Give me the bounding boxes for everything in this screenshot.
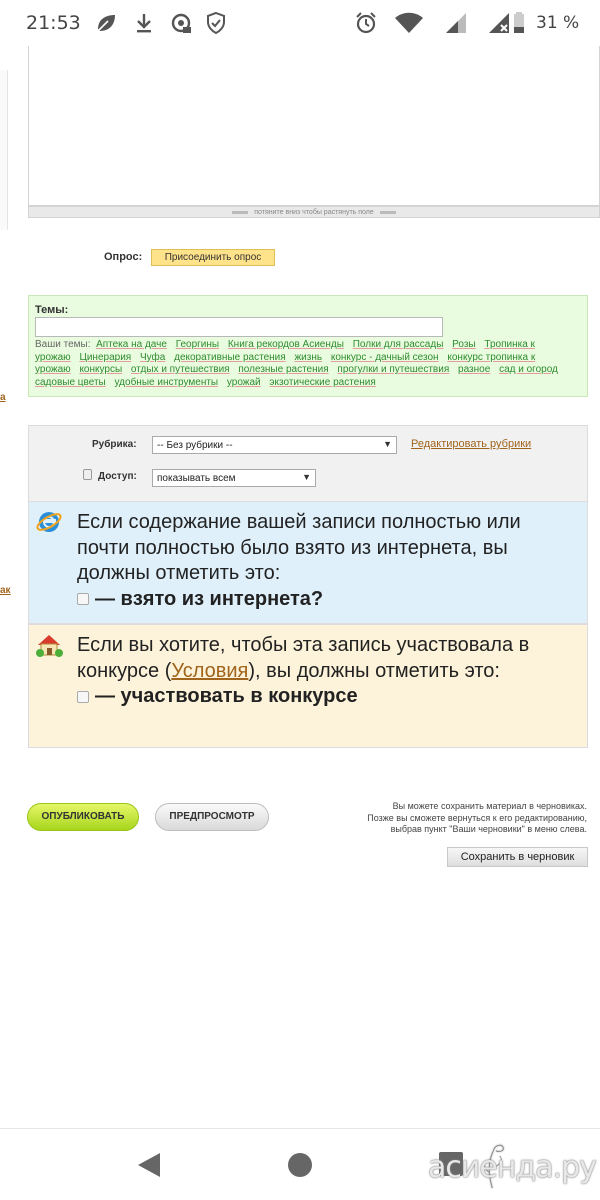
left-sidebar-edge: [0, 70, 8, 230]
signal-icon: [444, 11, 468, 35]
topic-tag[interactable]: конкурс тропинка к урожаю: [35, 351, 536, 376]
contest-checkbox[interactable]: [77, 691, 89, 703]
sync-icon: [169, 11, 193, 35]
house-icon: [35, 631, 63, 659]
resize-hint: потяните вниз чтобы растянуть поле: [254, 209, 374, 216]
battery-icon: [512, 11, 526, 35]
post-text-editor[interactable]: [28, 46, 600, 206]
draft-note-line: Позже вы сможете вернуться к его редактированию,: [367, 812, 587, 823]
contest-conditions-link[interactable]: Условия: [171, 659, 249, 682]
watermark-text: асиенда.ру: [428, 1150, 596, 1185]
topic-tag[interactable]: удобные инструменты: [114, 376, 219, 388]
left-sidebar-link[interactable]: ак: [0, 585, 11, 596]
contest-option: [77, 684, 577, 710]
topics-panel: [28, 295, 588, 397]
your-topics-label: Ваши темы:: [35, 339, 91, 350]
topic-tag[interactable]: разное: [458, 364, 491, 376]
attach-poll-button[interactable]: Присоединить опрос: [151, 249, 275, 266]
poll-label: Опрос:: [104, 251, 143, 263]
access-selected-value: показывать всем: [157, 473, 236, 484]
topic-tag[interactable]: Розы: [452, 339, 476, 350]
topics-title: Темы:: [35, 304, 69, 316]
leaf-icon: [94, 11, 118, 35]
topic-tag[interactable]: полезные растения: [238, 364, 329, 376]
topic-tag[interactable]: отдых и путешествия: [130, 364, 230, 376]
topic-tag[interactable]: конкурс - дачный сезон: [330, 351, 439, 363]
topic-tag[interactable]: Цинерария: [79, 351, 132, 363]
home-icon[interactable]: [287, 1152, 313, 1178]
topic-tag[interactable]: урожай: [226, 376, 261, 388]
save-draft-button[interactable]: Сохранить в черновик: [447, 847, 588, 867]
contest-text-before: Если вы хотите, чтобы эта запись участвовала в конкурсе (: [77, 634, 530, 682]
internet-explorer-icon: [35, 508, 63, 536]
draft-note-line: Вы можете сохранить материал в черновиках.: [392, 801, 587, 811]
publish-button[interactable]: ОПУБЛИКОВАТЬ: [27, 803, 139, 831]
access-label: Доступ:: [98, 471, 137, 482]
shield-check-icon: [204, 11, 228, 35]
contest-box: [28, 624, 588, 748]
editor-resize-handle[interactable]: [28, 206, 600, 218]
back-icon[interactable]: [136, 1151, 162, 1179]
rubric-label: Рубрика:: [92, 439, 137, 450]
topic-tag[interactable]: садовые цветы: [35, 376, 106, 388]
contest-text: [77, 633, 577, 684]
from-internet-option: [77, 587, 577, 613]
dropdown-arrow-icon: ▼: [383, 439, 392, 449]
topics-input[interactable]: [35, 317, 443, 337]
topic-tag[interactable]: Полки для рассады: [352, 339, 444, 350]
grip-icon: [232, 211, 248, 214]
topic-tag[interactable]: Тропинка к урожаю: [35, 339, 535, 363]
draft-note: [327, 801, 587, 836]
edit-rubrics-link[interactable]: Редактировать рубрики: [411, 438, 532, 450]
topic-tag[interactable]: Аптека на даче: [96, 339, 167, 350]
topic-tag[interactable]: сад и огород: [499, 364, 558, 376]
topic-tag[interactable]: жизнь: [294, 351, 323, 363]
status-bar: [0, 0, 600, 46]
topic-tag[interactable]: Чуфа: [139, 351, 166, 363]
topics-list: [35, 339, 579, 389]
download-icon: [132, 11, 156, 35]
from-internet-checkbox-label: — взято из интернета?: [95, 587, 324, 610]
topic-tag[interactable]: конкурсы: [79, 364, 123, 376]
from-internet-box: [28, 501, 588, 624]
wifi-icon: [394, 11, 424, 35]
topic-tag[interactable]: экзотические растения: [269, 376, 376, 388]
lock-icon: [83, 469, 92, 480]
rubric-select[interactable]: [152, 436, 397, 454]
left-sidebar-link[interactable]: а: [0, 392, 6, 403]
access-select[interactable]: [152, 469, 316, 487]
status-time: 21:53: [26, 12, 81, 34]
topic-tag[interactable]: декоративные растения: [174, 351, 286, 363]
topic-tag[interactable]: прогулки и путешествия: [337, 364, 450, 376]
grip-icon: [380, 211, 396, 214]
dropdown-arrow-icon: ▼: [302, 472, 311, 482]
from-internet-text: Если содержание вашей записи полностью или почти полностью было взято из интернета, вы должны отметить это:: [77, 511, 521, 584]
from-internet-checkbox[interactable]: [77, 593, 89, 605]
rubric-selected-value: -- Без рубрики --: [157, 440, 233, 451]
signal-x-icon: [487, 11, 511, 35]
topic-tag[interactable]: Книга рекордов Асиенды: [227, 339, 344, 350]
draft-note-line: выбрав пункт "Ваши черновики" в меню слева.: [390, 824, 587, 834]
topic-tag[interactable]: Георгины: [175, 339, 220, 350]
battery-percent: 31 %: [536, 13, 580, 33]
preview-button[interactable]: ПРЕДПРОСМОТР: [155, 803, 269, 831]
contest-checkbox-label: — участвовать в конкурсе: [95, 685, 358, 707]
alarm-icon: [354, 11, 378, 35]
contest-text-after: ), вы должны отметить это:: [248, 659, 500, 682]
